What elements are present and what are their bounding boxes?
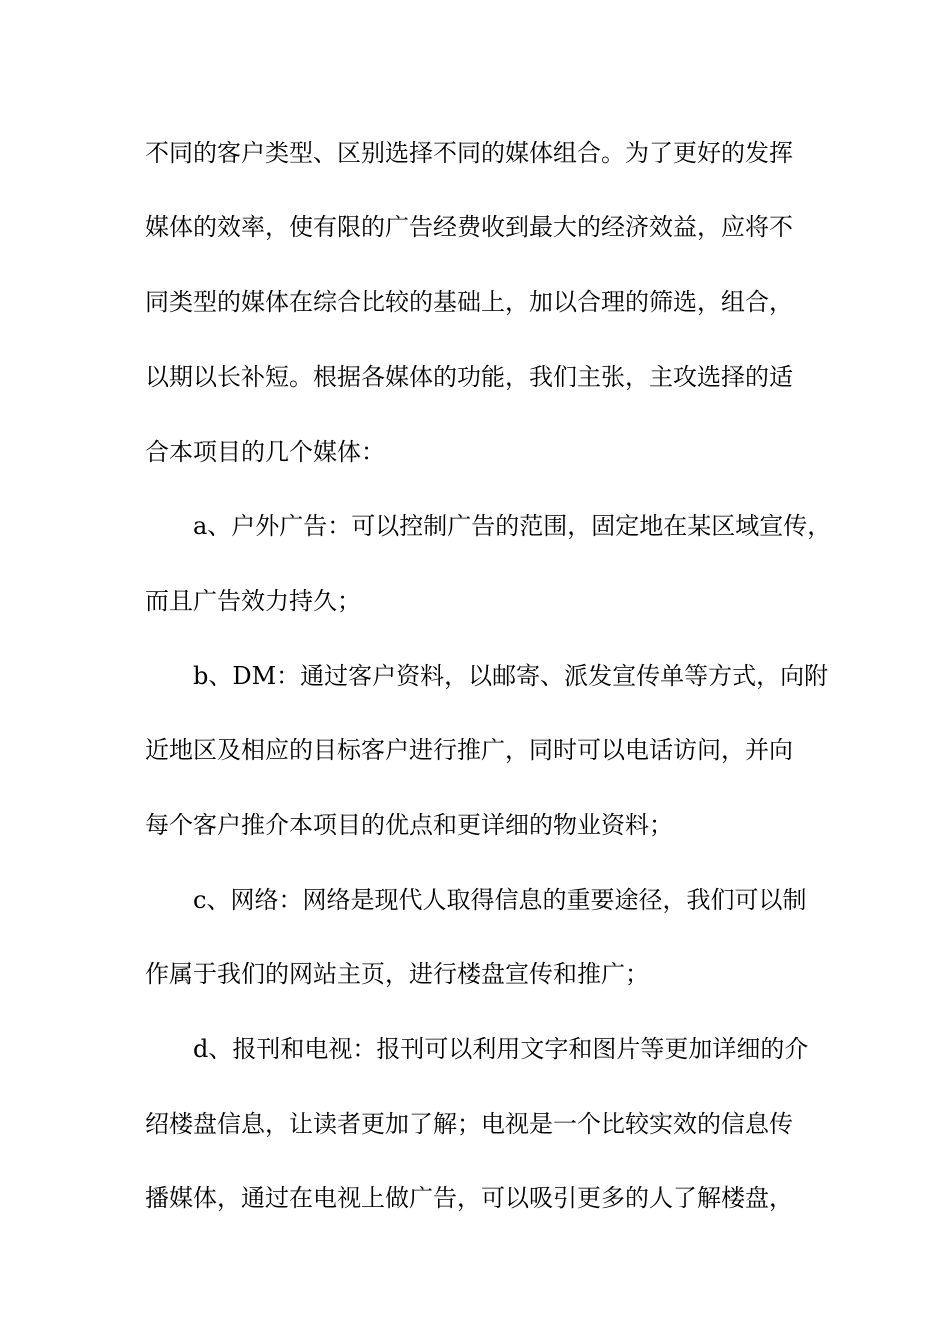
text-line: 以期以长补短。根据各媒体的功能，我们主张，主攻选择的适 <box>145 363 793 391</box>
text-line: 不同的客户类型、区别选择不同的媒体组合。为了更好的发挥 <box>145 139 793 167</box>
text-line: 作属于我们的网站主页，进行楼盘宣传和推广； <box>145 960 649 988</box>
text-line: 合本项目的几个媒体： <box>145 438 385 466</box>
list-item-c: c、网络：网络是现代人取得信息的重要途径，我们可以制 <box>193 886 807 914</box>
text-line: 近地区及相应的目标客户进行推广，同时可以电话访问，并向 <box>145 736 793 764</box>
text-line: 媒体的效率，使有限的广告经费收到最大的经济效益，应将不 <box>145 213 793 241</box>
text-line: 同类型的媒体在综合比较的基础上，加以合理的筛选，组合， <box>145 288 793 316</box>
list-item-a: a、户外广告：可以控制广告的范围，固定地在某区域宣传， <box>193 512 832 540</box>
text-line: 每个客户推介本项目的优点和更详细的物业资料； <box>145 811 673 839</box>
text-line: 绍楼盘信息，让读者更加了解；电视是一个比较实效的信息传 <box>145 1110 793 1138</box>
list-item-d: d、报刊和电视：报刊可以利用文字和图片等更加详细的介 <box>193 1035 809 1063</box>
list-item-b: b、DM：通过客户资料，以邮寄、派发宣传单等方式，向附 <box>193 662 829 690</box>
text-line: 播媒体，通过在电视上做广告，可以吸引更多的人了解楼盘， <box>145 1184 793 1212</box>
text-line: 而且广告效力持久； <box>145 587 361 615</box>
